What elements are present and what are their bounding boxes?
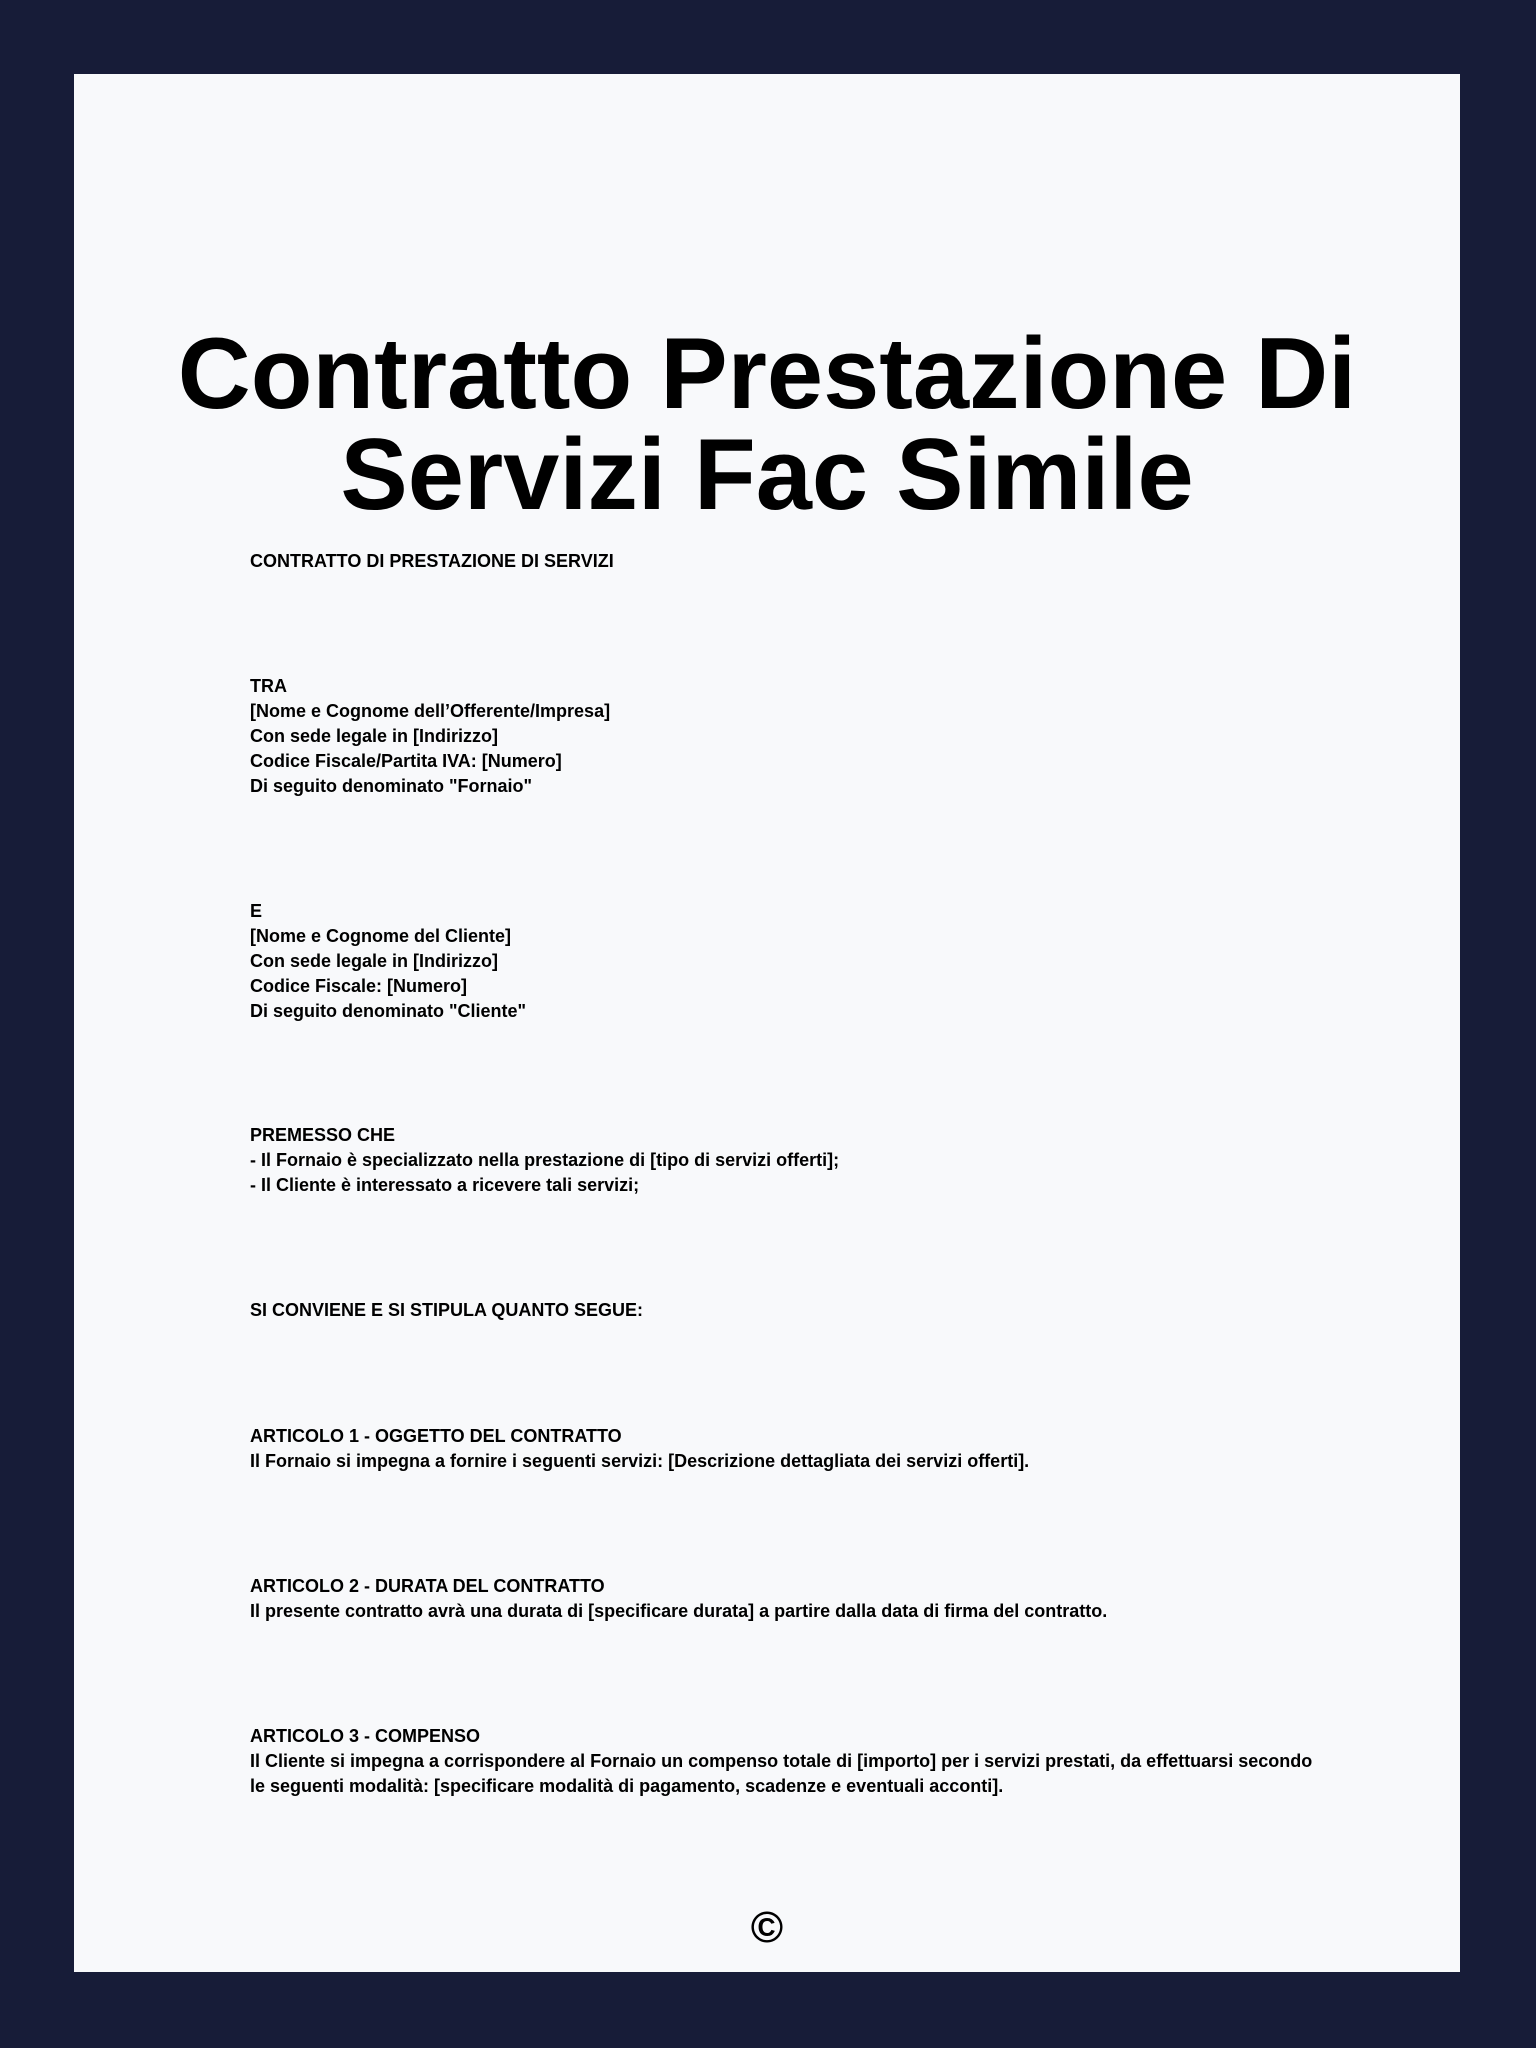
title-line-2: Servizi Fac Simile (340, 419, 1194, 531)
party-client (250, 899, 1330, 1024)
premises-item: - Il Fornaio è specializzato nella prestazione di [tipo di servizi offerti]; (250, 1150, 840, 1170)
article-text: Il Fornaio si impegna a fornire i seguenti servizi: [Descrizione dettagliata dei servizi offerti]. (250, 1451, 1030, 1471)
party-label: E (250, 901, 263, 921)
party-address: Con sede legale in [Indirizzo] (250, 726, 499, 746)
premises-heading: PREMESSO CHE (250, 1125, 396, 1145)
party-alias: Di seguito denominato "Fornaio" (250, 776, 533, 796)
contract-heading: CONTRATTO DI PRESTAZIONE DI SERVIZI (250, 551, 614, 571)
party-address: Con sede legale in [Indirizzo] (250, 951, 499, 971)
premises-section (250, 1123, 1330, 1198)
article-2 (250, 1574, 1330, 1624)
premises-item: - Il Cliente è interessato a ricevere tali servizi; (250, 1175, 640, 1195)
party-provider (250, 674, 1330, 799)
party-label: TRA (250, 676, 287, 696)
party-name: [Nome e Cognome del Cliente] (250, 926, 512, 946)
title-line-1: Contratto Prestazione Di (177, 318, 1357, 430)
article-heading: ARTICOLO 2 - DURATA DEL CONTRATTO (250, 1576, 605, 1596)
party-name: [Nome e Cognome dell’Offerente/Impresa] (250, 701, 611, 721)
page-title (74, 318, 1460, 531)
party-alias: Di seguito denominato "Cliente" (250, 1001, 527, 1021)
article-heading: ARTICOLO 1 - OGGETTO DEL CONTRATTO (250, 1426, 622, 1446)
article-text: Il presente contratto avrà una durata di [specificare durata] a partire dalla data di firma del contratto. (250, 1601, 1108, 1621)
article-heading: ARTICOLO 3 - COMPENSO (250, 1726, 481, 1746)
copyright-icon: © (750, 1903, 784, 1952)
article-text: Il Cliente si impegna a corrispondere al Fornaio un compenso totale di [importo] per i servizi prestati, da effettuarsi secondo le seguenti modalità: [specificare modalità di pagamento, scadenze e eventuali acconti]. (250, 1751, 1318, 1796)
document-page (74, 74, 1460, 1972)
article-3 (250, 1724, 1330, 1799)
party-tax-id: Codice Fiscale/Partita IVA: [Numero] (250, 751, 562, 771)
article-1 (250, 1424, 1330, 1474)
party-tax-id: Codice Fiscale: [Numero] (250, 976, 468, 996)
agreement-statement: SI CONVIENE E SI STIPULA QUANTO SEGUE: (250, 1300, 644, 1320)
